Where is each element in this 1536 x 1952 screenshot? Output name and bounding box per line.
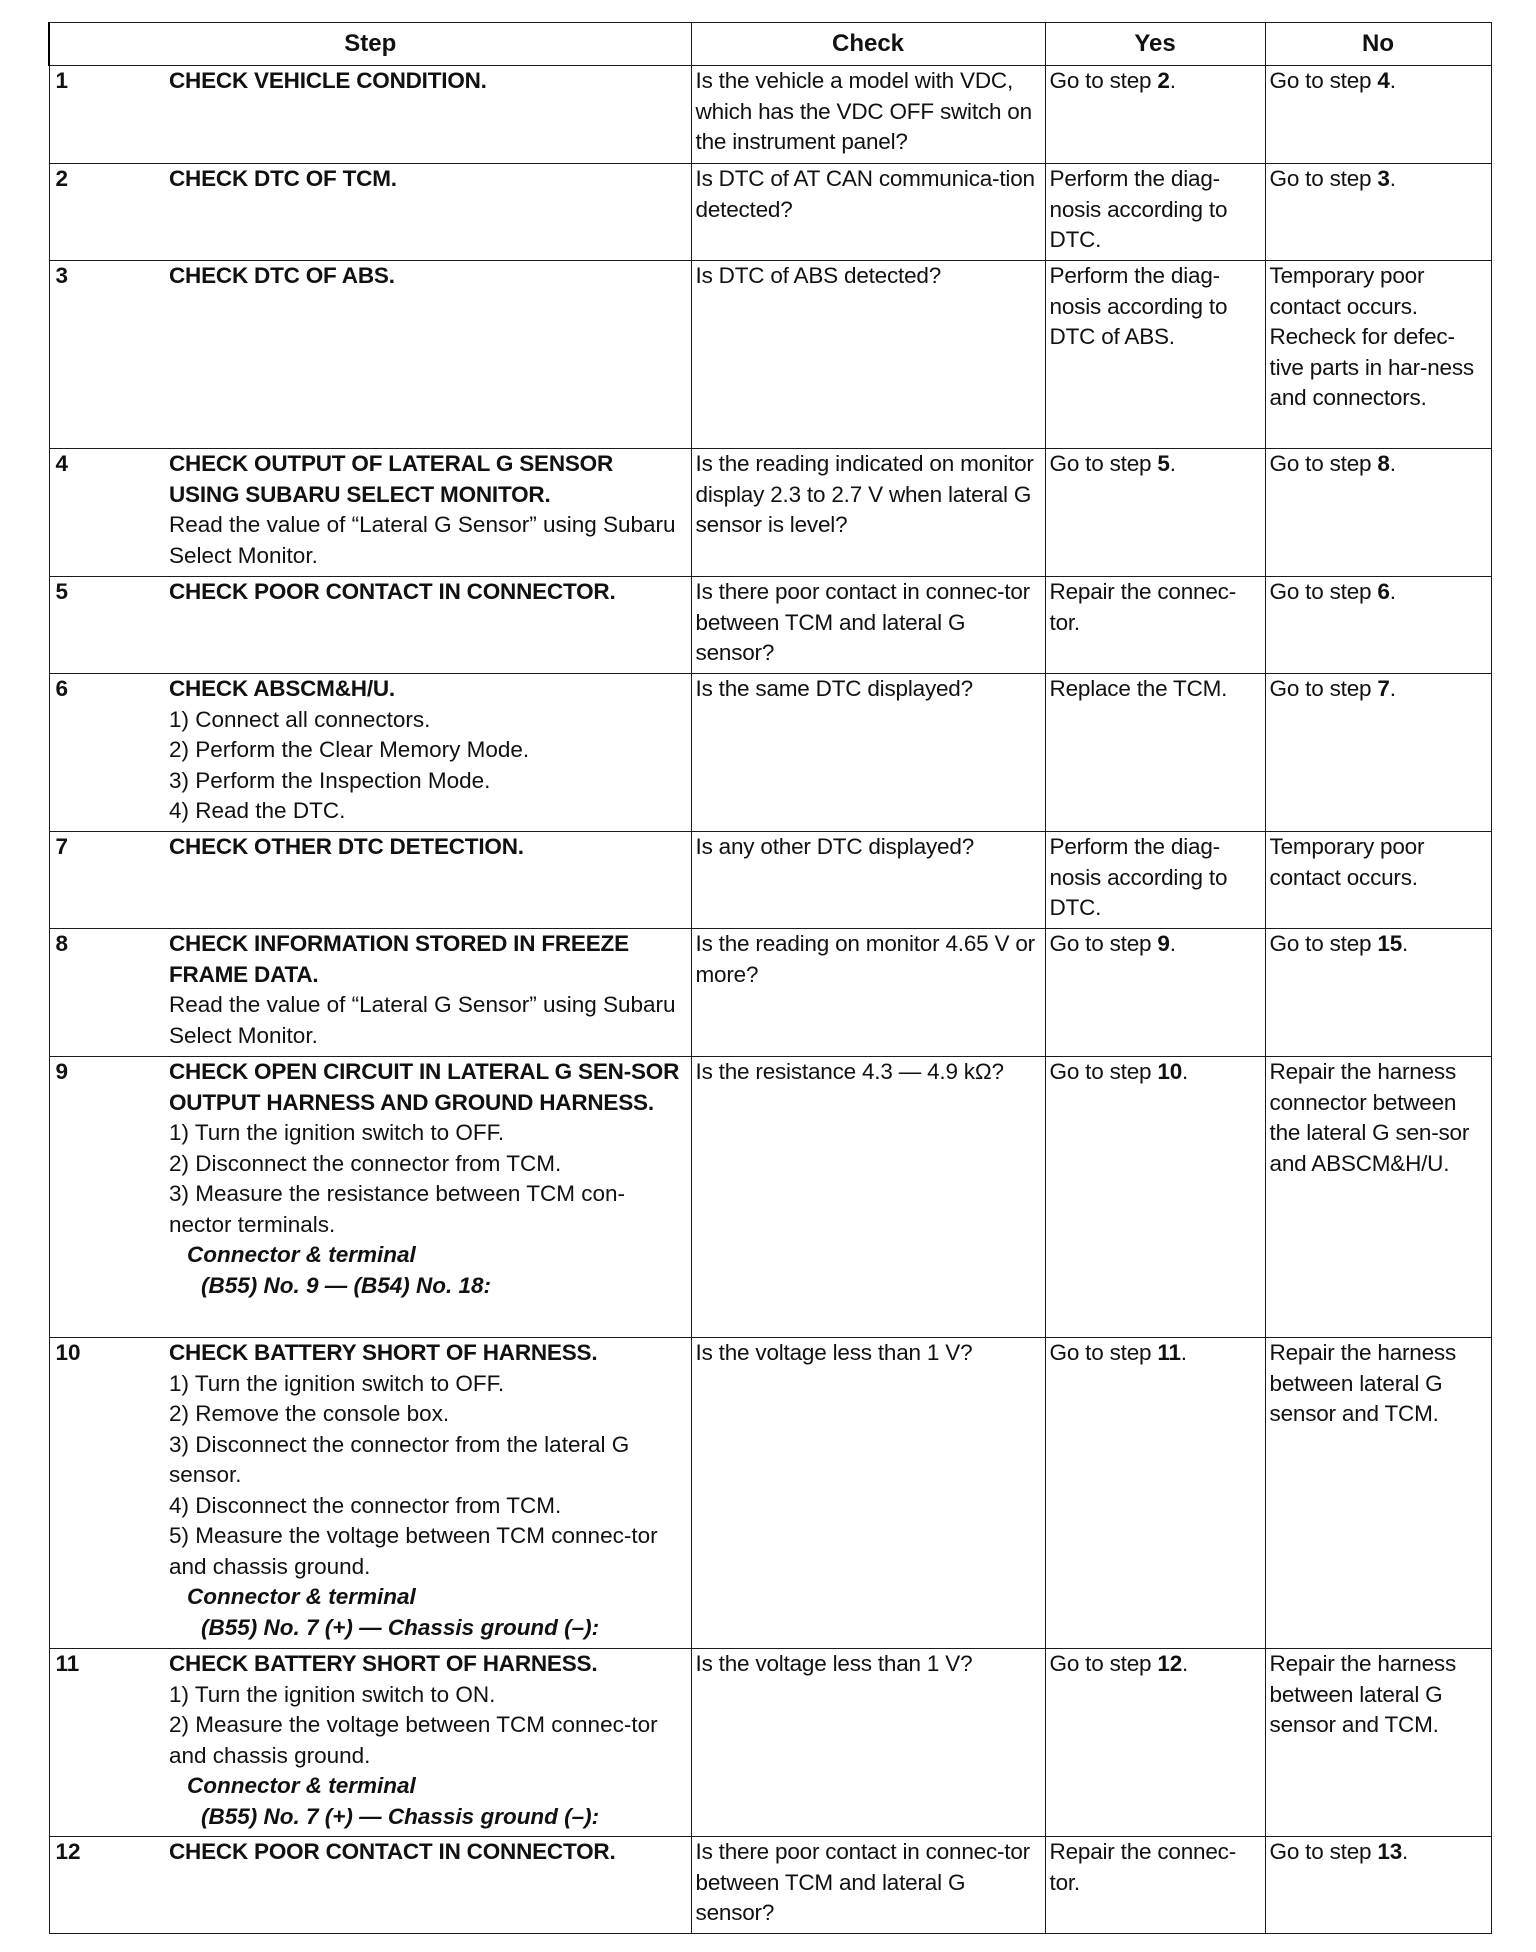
- step-title: CHECK BATTERY SHORT OF HARNESS.: [169, 1340, 598, 1365]
- table-row: [49, 449, 1491, 577]
- yes-cell: [1045, 832, 1265, 929]
- step-instruction: 2) Disconnect the connector from TCM.: [169, 1150, 562, 1176]
- no-cell: [1265, 164, 1491, 261]
- check-cell: Is the same DTC displayed?: [691, 674, 1045, 832]
- no-text: Go to step: [1269, 1839, 1378, 1864]
- no-cell: [1265, 1649, 1491, 1837]
- table-row: [49, 1649, 1491, 1837]
- step-cell: [169, 164, 691, 261]
- yes-step-number: 9: [1157, 931, 1170, 956]
- connector-terminal-value: (B55) No. 7 (+) — Chassis ground (–):: [201, 1803, 600, 1829]
- check-cell: Is the resistance 4.3 — 4.9 kΩ?: [691, 1057, 1045, 1338]
- step-number: 1: [49, 66, 169, 164]
- step-title: CHECK INFORMATION STORED IN FREEZE FRAME DATA.: [169, 931, 629, 987]
- table-body: [49, 66, 1491, 1934]
- no-text: Temporary poor contact occurs.: [1269, 834, 1425, 890]
- table-row: [49, 66, 1491, 164]
- connector-terminal-value: (B55) No. 7 (+) — Chassis ground (–):: [201, 1614, 600, 1640]
- no-cell: [1265, 929, 1491, 1057]
- yes-period: .: [1180, 1340, 1187, 1365]
- yes-text: Go to step: [1049, 1059, 1158, 1084]
- step-instruction: 3) Disconnect the connector from the lateral G sensor.: [169, 1431, 630, 1487]
- step-title: CHECK OPEN CIRCUIT IN LATERAL G SEN-SOR OUTPUT HARNESS AND GROUND HARNESS.: [169, 1059, 680, 1115]
- yes-step-number: 11: [1157, 1340, 1181, 1365]
- check-cell: Is the vehicle a model with VDC, which has the VDC OFF switch on the instrument panel?: [691, 66, 1045, 164]
- step-cell: [169, 1649, 691, 1837]
- no-cell: [1265, 449, 1491, 577]
- step-title: CHECK OUTPUT OF LATERAL G SENSOR USING SUBARU SELECT MONITOR.: [169, 451, 614, 507]
- no-cell: [1265, 674, 1491, 832]
- yes-period: .: [1169, 931, 1176, 956]
- no-text: Go to step: [1269, 451, 1378, 476]
- step-instruction: 1) Turn the ignition switch to ON.: [169, 1681, 496, 1707]
- no-text: Repair the harness between lateral G sensor and TCM.: [1269, 1651, 1457, 1737]
- step-number: 9: [49, 1057, 169, 1338]
- step-instruction: 1) Turn the ignition switch to OFF.: [169, 1370, 505, 1396]
- step-number: 10: [49, 1338, 169, 1649]
- no-text: Repair the harness connector between the lateral G sen-sor and ABSCM&H/U.: [1269, 1059, 1470, 1176]
- header-yes: Yes: [1045, 23, 1265, 66]
- header-step: Step: [49, 23, 691, 66]
- check-cell: Is the voltage less than 1 V?: [691, 1649, 1045, 1837]
- step-cell: [169, 261, 691, 449]
- no-cell: [1265, 261, 1491, 449]
- step-number: 8: [49, 929, 169, 1057]
- no-text: Go to step: [1269, 579, 1378, 604]
- yes-text: Go to step: [1049, 68, 1158, 93]
- no-text: Go to step: [1269, 676, 1378, 701]
- step-cell: [169, 66, 691, 164]
- step-instruction: 2) Measure the voltage between TCM connec-tor and chassis ground.: [169, 1712, 658, 1768]
- check-cell: Is any other DTC displayed?: [691, 832, 1045, 929]
- step-instruction: 2) Remove the console box.: [169, 1401, 450, 1426]
- step-cell: [169, 449, 691, 577]
- yes-text: Go to step: [1049, 1340, 1158, 1365]
- yes-step-number: 2: [1157, 68, 1170, 93]
- yes-text: Go to step: [1049, 931, 1158, 956]
- yes-text: Go to step: [1049, 451, 1158, 476]
- no-period: .: [1389, 676, 1396, 701]
- table-row: [49, 674, 1491, 832]
- header-no: No: [1265, 23, 1491, 66]
- step-number: 7: [49, 832, 169, 929]
- no-period: .: [1389, 451, 1396, 476]
- step-cell: [169, 674, 691, 832]
- table-row: [49, 832, 1491, 929]
- no-text: Go to step: [1269, 166, 1378, 191]
- connector-terminal-label: Connector & terminal: [187, 1773, 416, 1798]
- yes-period: .: [1169, 451, 1176, 476]
- step-number: 3: [49, 261, 169, 449]
- step-number: 11: [49, 1649, 169, 1837]
- no-text: Repair the harness between lateral G sensor and TCM.: [1269, 1340, 1457, 1426]
- no-cell: [1265, 832, 1491, 929]
- no-period: .: [1402, 1839, 1409, 1864]
- table-row: [49, 1057, 1491, 1338]
- connector-terminal-label: Connector & terminal: [187, 1242, 416, 1267]
- step-title: CHECK VEHICLE CONDITION.: [169, 68, 487, 93]
- step-instruction: 2) Perform the Clear Memory Mode.: [169, 737, 530, 762]
- step-number: 12: [49, 1837, 169, 1934]
- step-number: 5: [49, 577, 169, 674]
- check-cell: Is there poor contact in connec-tor between TCM and lateral G sensor?: [691, 577, 1045, 674]
- table-row: [49, 577, 1491, 674]
- yes-step-number: 12: [1157, 1651, 1183, 1676]
- step-title: CHECK DTC OF TCM.: [169, 166, 397, 191]
- yes-cell: [1045, 1837, 1265, 1934]
- yes-text: Replace the TCM.: [1049, 676, 1228, 701]
- connector-terminal-label: Connector & terminal: [187, 1584, 416, 1609]
- step-instruction: 3) Measure the resistance between TCM con-nector terminals.: [169, 1181, 626, 1237]
- yes-cell: [1045, 577, 1265, 674]
- no-step-number: 15: [1377, 931, 1403, 956]
- table-row: [49, 1837, 1491, 1934]
- yes-period: .: [1182, 1059, 1189, 1084]
- no-step-number: 3: [1377, 166, 1390, 191]
- yes-step-number: 5: [1157, 451, 1170, 476]
- no-cell: [1265, 1338, 1491, 1649]
- no-step-number: 8: [1377, 451, 1390, 476]
- no-cell: [1265, 1837, 1491, 1934]
- step-title: CHECK OTHER DTC DETECTION.: [169, 834, 524, 859]
- no-step-number: 4: [1377, 68, 1390, 93]
- yes-cell: [1045, 449, 1265, 577]
- yes-step-number: 10: [1157, 1059, 1183, 1084]
- step-instruction: 5) Measure the voltage between TCM connec-tor and chassis ground.: [169, 1523, 658, 1579]
- step-instruction: Read the value of “Lateral G Sensor” using Subaru Select Monitor.: [169, 992, 676, 1048]
- step-instruction: 1) Turn the ignition switch to OFF.: [169, 1120, 505, 1145]
- step-number: 6: [49, 674, 169, 832]
- yes-text: Go to step: [1049, 1651, 1158, 1676]
- step-title: CHECK ABSCM&H/U.: [169, 676, 395, 701]
- yes-text: Perform the diag-nosis according to DTC.: [1049, 834, 1228, 920]
- step-cell: [169, 1057, 691, 1338]
- yes-text: Perform the diag-nosis according to DTC of ABS.: [1049, 263, 1228, 349]
- table-row: [49, 164, 1491, 261]
- no-text: Go to step: [1269, 931, 1378, 956]
- check-cell: Is DTC of ABS detected?: [691, 261, 1045, 449]
- no-period: .: [1389, 68, 1396, 93]
- no-step-number: 13: [1377, 1839, 1403, 1864]
- table-row: [49, 1338, 1491, 1649]
- step-title: CHECK POOR CONTACT IN CONNECTOR.: [169, 1839, 616, 1864]
- yes-text: Perform the diag-nosis according to DTC.: [1049, 166, 1228, 252]
- step-number: 4: [49, 449, 169, 577]
- step-cell: [169, 1837, 691, 1934]
- yes-cell: [1045, 66, 1265, 164]
- check-cell: Is the reading indicated on monitor display 2.3 to 2.7 V when lateral G sensor is level?: [691, 449, 1045, 577]
- check-cell: Is DTC of AT CAN communica-tion detected?: [691, 164, 1045, 261]
- step-title: CHECK DTC OF ABS.: [169, 263, 395, 288]
- connector-terminal-value: (B55) No. 9 — (B54) No. 18:: [201, 1272, 492, 1298]
- no-text: Temporary poor contact occurs. Recheck for defec-tive parts in har-ness and connectors.: [1269, 263, 1474, 410]
- yes-period: .: [1169, 68, 1176, 93]
- table-row: [49, 261, 1491, 449]
- yes-cell: [1045, 164, 1265, 261]
- header-check: Check: [691, 23, 1045, 66]
- table-row: [49, 929, 1491, 1057]
- step-cell: [169, 832, 691, 929]
- yes-cell: [1045, 1338, 1265, 1649]
- step-instruction: 4) Read the DTC.: [169, 798, 346, 823]
- step-instruction: Read the value of “Lateral G Sensor” using Subaru Select Monitor.: [169, 512, 676, 568]
- step-cell: [169, 577, 691, 674]
- no-cell: [1265, 1057, 1491, 1338]
- step-instruction: 4) Disconnect the connector from TCM.: [169, 1492, 562, 1518]
- yes-text: Repair the connec-tor.: [1049, 1839, 1237, 1895]
- no-step-number: 6: [1377, 579, 1390, 604]
- check-cell: Is the voltage less than 1 V?: [691, 1338, 1045, 1649]
- no-text: Go to step: [1269, 68, 1378, 93]
- step-number: 2: [49, 164, 169, 261]
- step-cell: [169, 1338, 691, 1649]
- no-period: .: [1402, 931, 1409, 956]
- check-cell: Is there poor contact in connec-tor between TCM and lateral G sensor?: [691, 1837, 1045, 1934]
- no-cell: [1265, 66, 1491, 164]
- yes-cell: [1045, 1057, 1265, 1338]
- step-title: CHECK POOR CONTACT IN CONNECTOR.: [169, 579, 616, 604]
- yes-cell: [1045, 674, 1265, 832]
- step-title: CHECK BATTERY SHORT OF HARNESS.: [169, 1651, 598, 1676]
- check-cell: Is the reading on monitor 4.65 V or more?: [691, 929, 1045, 1057]
- yes-cell: [1045, 1649, 1265, 1837]
- no-cell: [1265, 577, 1491, 674]
- no-period: .: [1389, 166, 1396, 191]
- yes-period: .: [1182, 1651, 1189, 1676]
- yes-text: Repair the connec-tor.: [1049, 579, 1237, 635]
- diagnostic-procedure-table: [48, 22, 1492, 1934]
- step-cell: [169, 929, 691, 1057]
- step-instruction: 3) Perform the Inspection Mode.: [169, 767, 491, 793]
- step-instruction: 1) Connect all connectors.: [169, 706, 431, 732]
- no-step-number: 7: [1377, 676, 1390, 701]
- no-period: .: [1389, 579, 1396, 604]
- yes-cell: [1045, 261, 1265, 449]
- table-header-row: [49, 23, 1491, 66]
- yes-cell: [1045, 929, 1265, 1057]
